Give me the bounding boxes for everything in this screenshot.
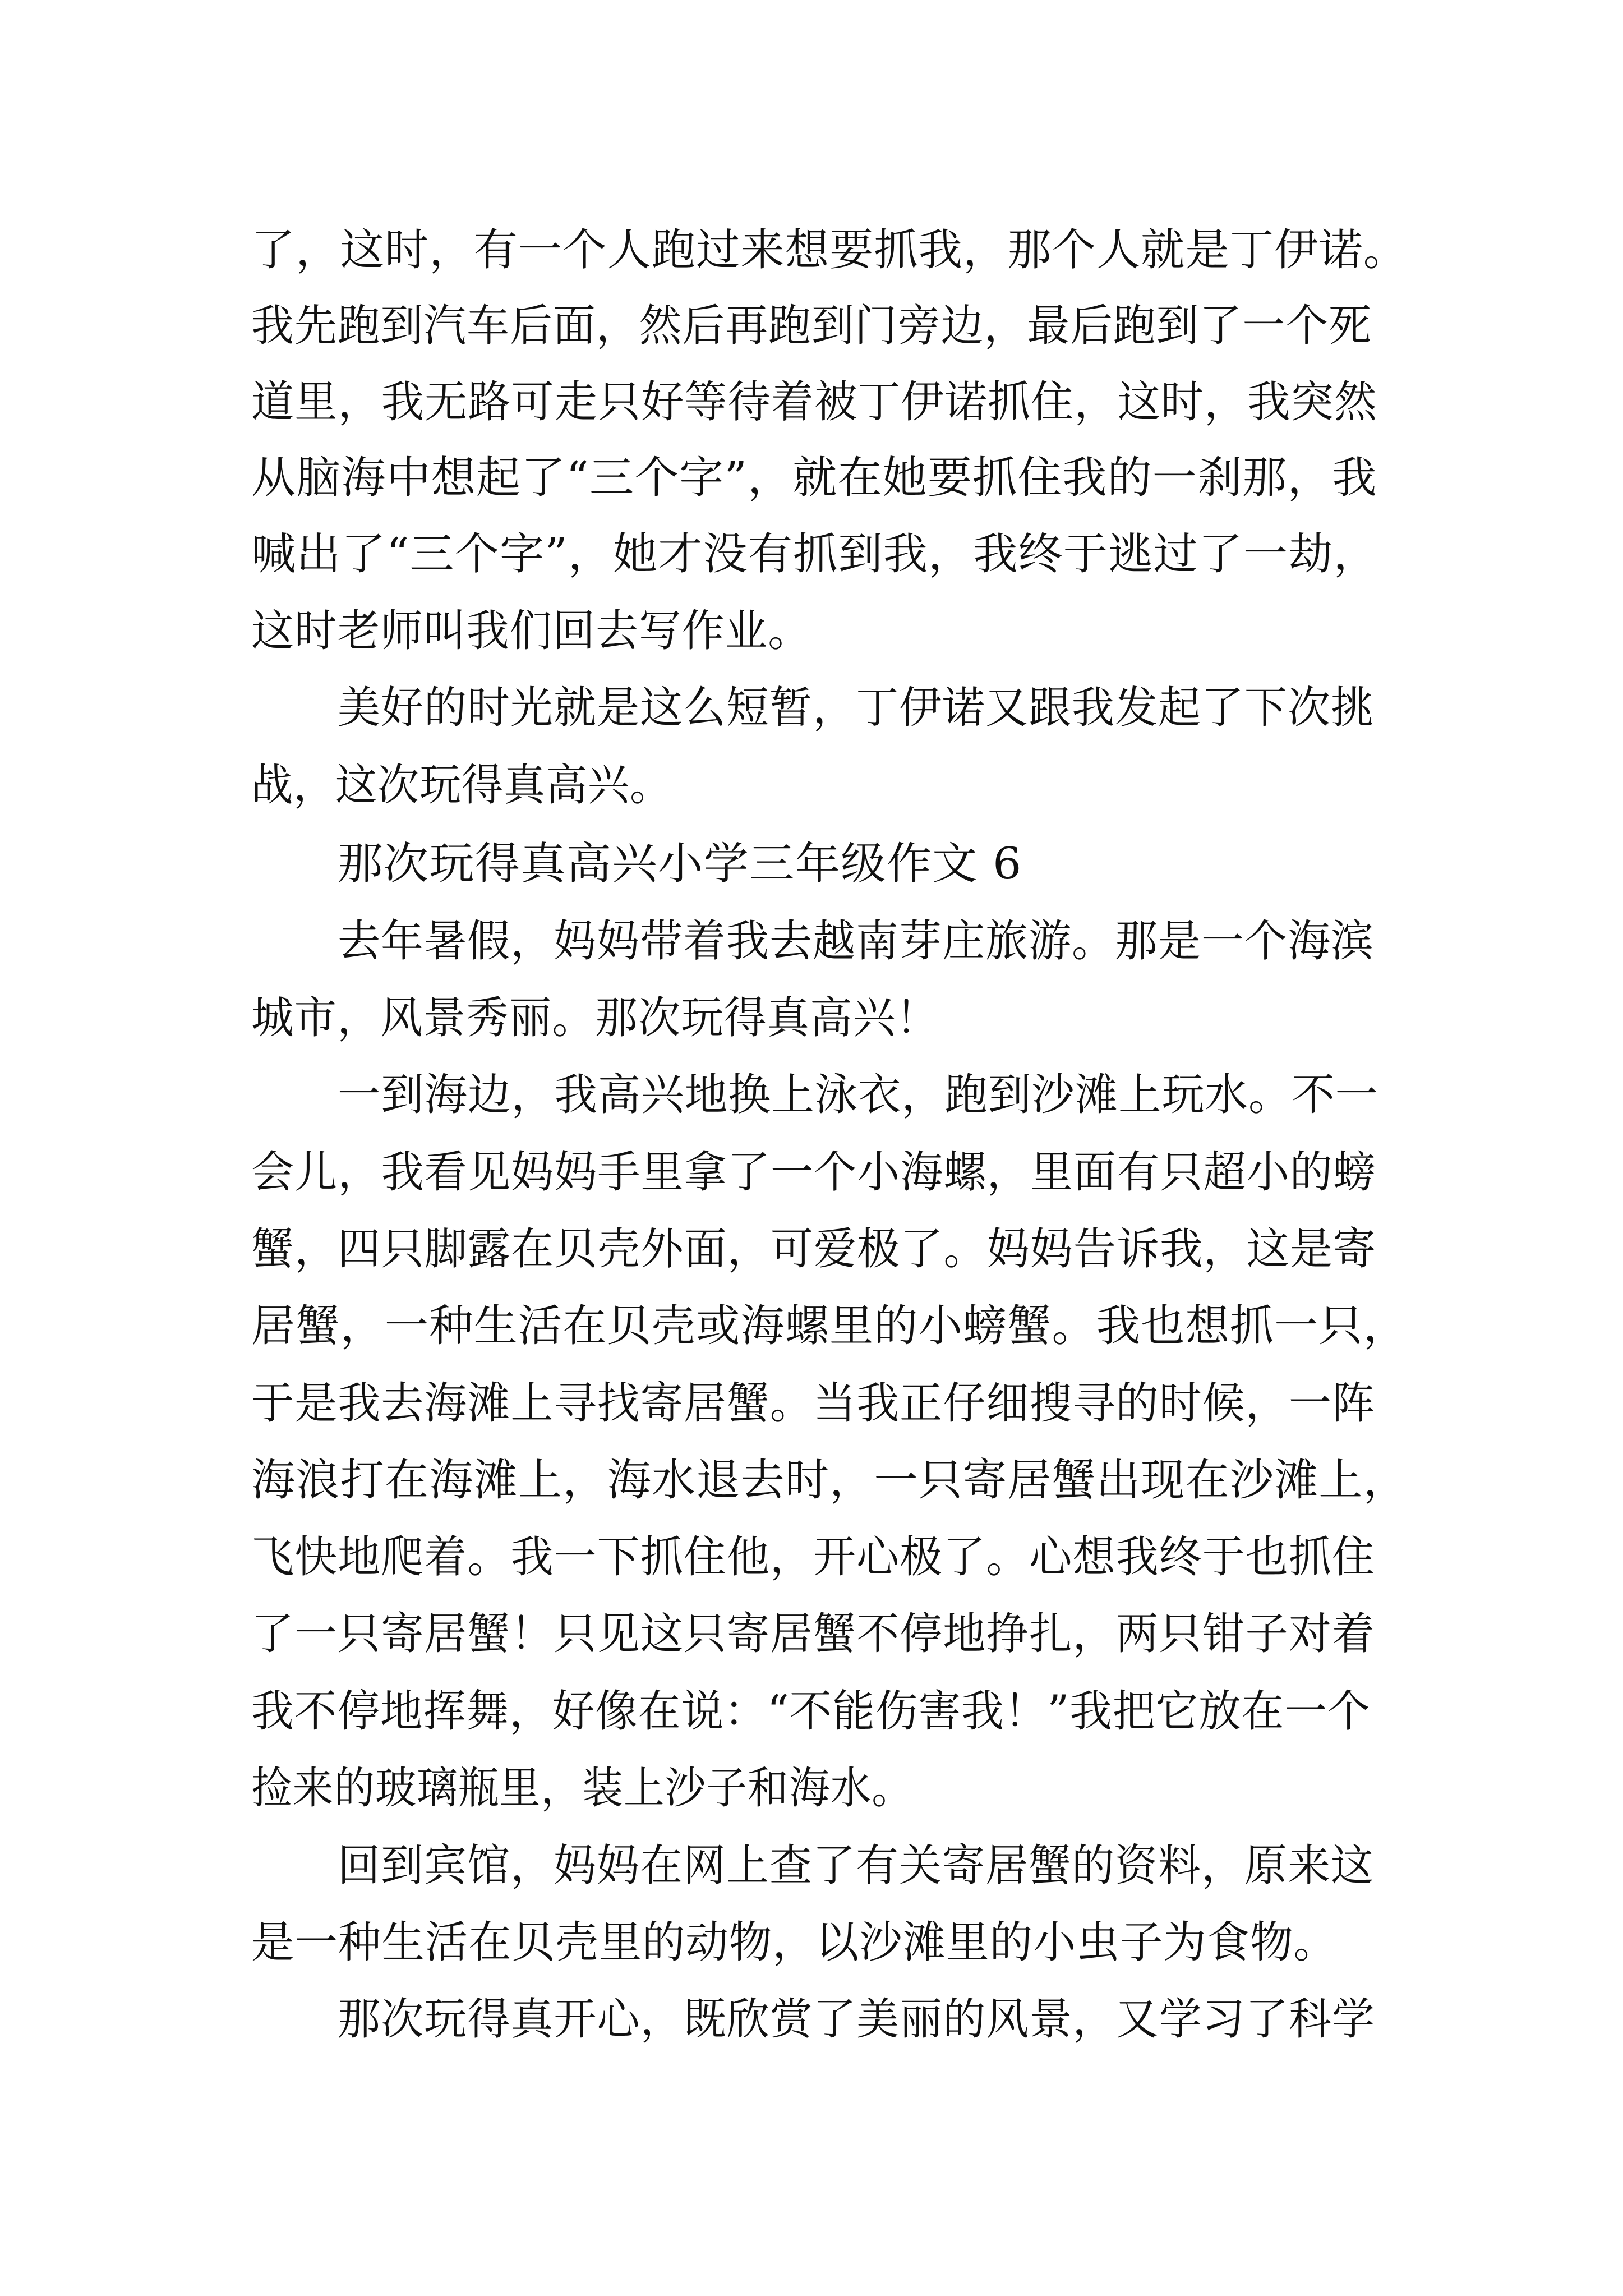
text-line: 蟹，四只脚露在贝壳外面，可爱极了。妈妈告诉我，这是寄 <box>251 1224 1377 1274</box>
text-line: 那次玩得真开心，既欣赏了美丽的风景，又学习了科学 <box>338 1994 1376 2045</box>
text-line: 回到宾馆，妈妈在网上查了有关寄居蟹的资料，原来这 <box>338 1841 1375 1891</box>
text-line: 捡来的玻璃瓶里，装上沙子和海水。 <box>251 1763 914 1814</box>
text-line: 这时老师叫我们回去写作业。 <box>251 606 811 656</box>
text-line: 从脑海中想起了“三个字”，就在她要抓住我的一刹那，我 <box>251 453 1377 503</box>
text-line: 去年暑假，妈妈带着我去越南芽庄旅游。那是一个海滨 <box>338 916 1375 967</box>
text-line: 战，这次玩得真高兴。 <box>251 760 672 811</box>
text-line: 于是我去海滩上寻找寄居蟹。当我正仔细搜寻的时候，一阵 <box>251 1378 1376 1429</box>
text-line: 是一种生活在贝壳里的动物，以沙滩里的小虫子为食物。 <box>251 1917 1338 1968</box>
text-line: 了，这时，有一个人跑过来想要抓我，那个人就是丁伊诺。 <box>251 225 1408 275</box>
text-line: 海浪打在海滩上，海水退去时，一只寄居蟹出现在沙滩上， <box>251 1455 1408 1506</box>
text-line: 我先跑到汽车后面，然后再跑到门旁边，最后跑到了一个死 <box>251 301 1372 351</box>
text-line: 了一只寄居蟹！只见这只寄居蟹不停地挣扎，两只钳子对着 <box>251 1609 1376 1659</box>
text-line: 居蟹，一种生活在贝壳或海螺里的小螃蟹。我也想抓一只， <box>251 1301 1408 1351</box>
text-line: 城市，风景秀丽。那次玩得真高兴！ <box>251 993 939 1043</box>
text-line: 一到海边，我高兴地换上泳衣，跑到沙滩上玩水。不一 <box>338 1070 1379 1120</box>
text-line: 会儿，我看见妈妈手里拿了一个小海螺，里面有只超小的螃 <box>251 1147 1377 1198</box>
section-title: 那次玩得真高兴小学三年级作文 6 <box>338 839 1022 889</box>
text-line: 美好的时光就是这么短暂，丁伊诺又跟我发起了下次挑 <box>338 683 1375 733</box>
text-line: 喊出了“三个字”，她才没有抓到我，我终于逃过了一劫， <box>251 529 1378 579</box>
text-line: 道里，我无路可走只好等待着被丁伊诺抓住，这时，我突然 <box>251 377 1378 427</box>
text-line: 我不停地挥舞，好像在说：“不能伤害我！”我把它放在一个 <box>251 1686 1371 1737</box>
text-line: 飞快地爬着。我一下抓住他，开心极了。心想我终于也抓住 <box>251 1532 1376 1582</box>
